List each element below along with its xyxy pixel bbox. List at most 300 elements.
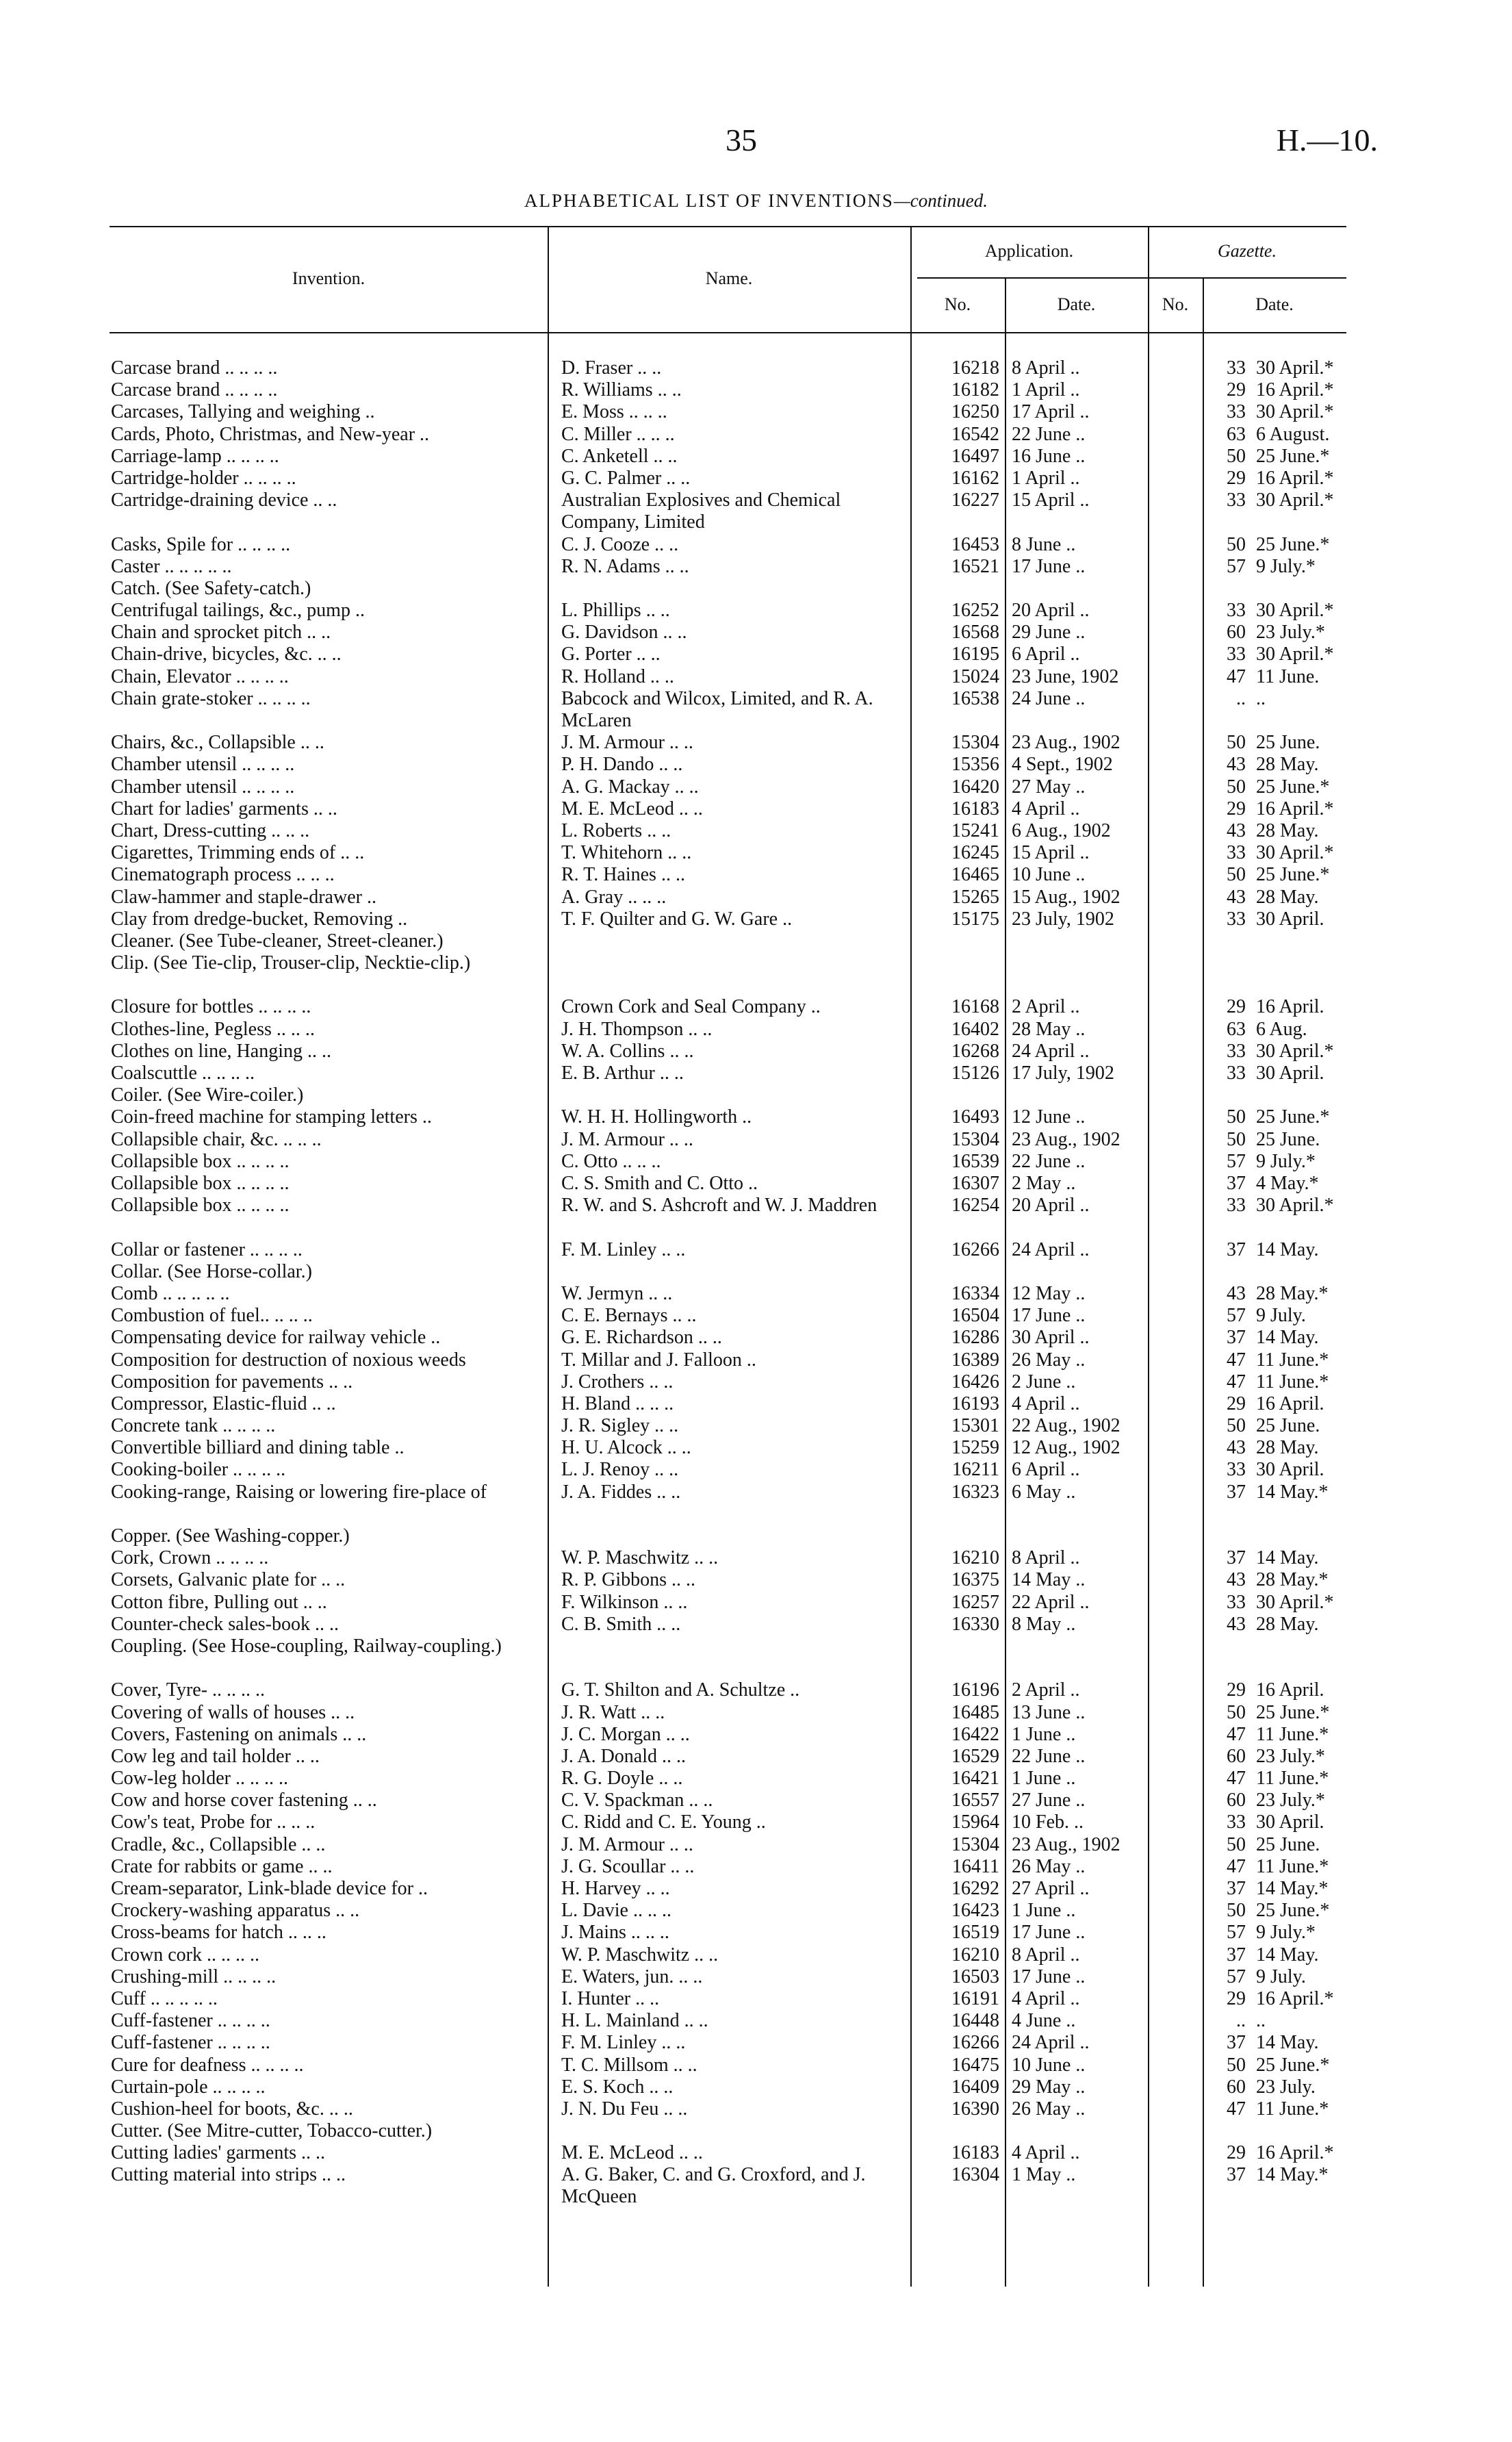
application-number-cell: 16475 [951,2054,999,2076]
application-date-cell: 22 June .. [1012,1745,1086,1767]
application-number-cell: 16402 [951,1018,999,1040]
gazette-date-cell: 30 April.* [1256,600,1334,622]
gazette-date-cell: .. [1256,2010,1266,2032]
title-main: ALPHABETICAL LIST OF INVENTIONS [524,190,894,211]
invention-cell: Cotton fibre, Pulling out .. .. [111,1591,327,1613]
gazette-date-cell: 28 May. [1256,819,1319,841]
table-row [110,1084,1346,1106]
name-cell: W. A. Collins .. .. [561,1040,694,1062]
gazette-number-cell: 47 [1227,1349,1246,1371]
gazette-date-cell: 23 July.* [1256,622,1325,644]
application-number-cell: 15304 [951,732,999,754]
gazette-number-cell: 50 [1227,1128,1246,1150]
name-cell: C. Miller .. .. .. [561,423,675,445]
invention-cell: Crockery-washing apparatus .. .. [111,1900,360,1922]
table-row [110,534,1346,556]
name-cell: J. R. Watt .. .. [561,1701,665,1723]
application-date-cell: 27 May .. [1012,776,1086,798]
invention-cell: Cow's teat, Probe for .. .. .. [111,1811,316,1833]
application-date-cell: 15 Aug., 1902 [1012,886,1120,908]
header-app-no: No. [944,294,971,314]
application-date-cell: 1 April .. [1012,379,1080,401]
name-cell: F. M. Linley .. .. [561,1238,686,1260]
invention-cell: Closure for bottles .. .. .. .. [111,996,311,1018]
gazette-number-cell: 37 [1227,1327,1246,1349]
application-number-cell: 16409 [951,2076,999,2098]
application-number-cell: 16411 [952,1855,999,1877]
gazette-date-cell: 11 June.* [1256,1855,1329,1877]
table-body [110,357,1346,2209]
name-cell: C. Otto .. .. .. [561,1150,661,1172]
application-number-cell: 16465 [951,864,999,886]
application-date-cell: 16 June .. [1012,445,1086,467]
application-number-cell: 16250 [951,401,999,423]
application-date-cell: 4 June .. [1012,2010,1076,2032]
gazette-date-cell: 9 July. [1256,1305,1306,1327]
application-number-cell: 15175 [951,908,999,930]
invention-cell: Cutter. (See Mitre-cutter, Tobacco-cutter.) [111,2120,433,2142]
gazette-number-cell: 33 [1227,842,1246,864]
table-row [110,2076,1346,2098]
table-row [110,1702,1346,1724]
table-row [110,2098,1346,2120]
table-row [110,908,1346,930]
application-date-cell: 12 May .. [1012,1282,1086,1304]
invention-cell: Carcases, Tallying and weighing .. [111,401,375,423]
name-cell: R. Williams .. .. [561,379,682,401]
table-row [110,468,1346,489]
name-cell: L. Phillips .. .. [561,600,670,622]
table-row [110,489,1346,533]
name-cell: M. E. McLeod .. .. [561,798,703,819]
application-number-cell: 16521 [951,555,999,577]
application-date-cell: 13 June .. [1012,1701,1086,1723]
name-cell: J. R. Sigley .. .. [561,1415,679,1437]
table-row [110,1019,1346,1041]
gazette-number-cell: 57 [1227,555,1246,577]
gazette-number-cell: 37 [1227,2164,1246,2186]
table-row [110,2120,1346,2142]
application-number-cell: 16493 [951,1106,999,1128]
application-date-cell: 8 April .. [1012,1547,1080,1569]
application-number-cell: 16390 [951,2098,999,2120]
gazette-date-cell: 25 June.* [1256,864,1330,886]
application-date-cell: 4 April .. [1012,798,1080,819]
gazette-date-cell: 25 June.* [1256,533,1330,555]
invention-cell: Clothes on line, Hanging .. .. [111,1040,331,1062]
gazette-date-cell: 23 July. [1256,2076,1316,2098]
gazette-date-cell: 11 June.* [1256,1371,1329,1392]
application-date-cell: 2 May .. [1012,1172,1076,1194]
name-cell: H. Bland .. .. .. [561,1392,674,1414]
gazette-date-cell: 28 May. [1256,886,1319,908]
gazette-number-cell: 33 [1227,401,1246,423]
gazette-number-cell: 43 [1227,754,1246,776]
application-date-cell: 22 June .. [1012,423,1086,445]
invention-cell: Carriage-lamp .. .. .. .. [111,445,279,467]
gazette-number-cell: 37 [1227,2032,1246,2054]
application-date-cell: 22 June .. [1012,1150,1086,1172]
name-cell: J. M. Armour .. .. [561,732,693,754]
title-continued: —continued. [893,190,988,211]
invention-cell: Catch. (See Safety-catch.) [111,577,311,599]
name-cell: E. Moss .. .. .. [561,401,667,423]
gazette-date-cell: 16 April.* [1256,467,1334,489]
invention-cell: Coalscuttle .. .. .. .. [111,1063,255,1084]
table-row [110,2032,1346,2054]
application-date-cell: 26 May .. [1012,1349,1086,1371]
name-cell: R. W. and S. Ashcroft and W. J. Maddren [561,1195,877,1217]
application-date-cell: 4 April .. [1012,1987,1080,2009]
gazette-number-cell: 50 [1227,1106,1246,1128]
gazette-date-cell: 30 April. [1256,1811,1324,1833]
application-number-cell: 15964 [951,1811,999,1833]
application-subhead-rule [917,277,1346,279]
name-cell: E. S. Koch .. .. [561,2076,674,2098]
application-number-cell: 16542 [951,423,999,445]
application-number-cell: 16538 [951,687,999,709]
invention-cell: Coupling. (See Hose-coupling, Railway-coupling.) [111,1635,502,1657]
gazette-number-cell: 29 [1227,996,1246,1018]
application-date-cell: 22 April .. [1012,1591,1090,1613]
header-app-date: Date. [1057,294,1096,314]
application-number-cell: 16266 [951,2032,999,2054]
invention-cell: Collapsible box .. .. .. .. [111,1150,290,1172]
name-cell: R. G. Doyle .. .. [561,1768,683,1790]
gazette-date-cell: .. [1256,687,1266,709]
invention-cell: Casks, Spile for .. .. .. .. [111,533,291,555]
invention-cell: Compensating device for railway vehicle .. [111,1327,441,1349]
gazette-date-cell: 6 August. [1256,423,1330,445]
name-cell: A. G. Mackay .. .. [561,776,699,798]
name-cell: L. J. Renoy .. .. [561,1459,679,1481]
name-cell: C. E. Bernays .. .. [561,1305,697,1327]
name-cell: D. Fraser .. .. [561,357,662,379]
invention-cell: Cow-leg holder .. .. .. .. [111,1768,288,1790]
gazette-date-cell: 9 July. [1256,1966,1306,1987]
gazette-date-cell: 16 April. [1256,1679,1324,1701]
header-gaz-no: No. [1162,294,1189,314]
gazette-date-cell: 4 May.* [1256,1172,1319,1194]
invention-cell: Clothes-line, Pegless .. .. .. [111,1018,315,1040]
gazette-date-cell: 14 May.* [1256,1878,1329,1900]
application-date-cell: 8 May .. [1012,1613,1076,1635]
table-row [110,930,1346,952]
invention-cell: Chart for ladies' garments .. .. [111,798,337,819]
name-cell: G. T. Shilton and A. Schultze .. [561,1679,800,1701]
name-cell: J. M. Armour .. .. [561,1833,693,1855]
gazette-number-cell: 60 [1227,2076,1246,2098]
invention-cell: Collar. (See Horse-collar.) [111,1260,312,1282]
application-date-cell: 17 June .. [1012,1305,1086,1327]
name-cell: G. Davidson .. .. [561,622,687,644]
table-row [110,1592,1346,1614]
table-row [110,952,1346,996]
table-row [110,1173,1346,1195]
name-cell: C. B. Smith .. .. [561,1613,681,1635]
gazette-date-cell: 28 May. [1256,1437,1319,1459]
name-cell: J. H. Thompson .. .. [561,1018,713,1040]
invention-cell: Caster .. .. .. .. .. [111,555,232,577]
name-cell: J. C. Morgan .. .. [561,1723,690,1745]
invention-cell: Cuff-fastener .. .. .. .. [111,2010,270,2032]
gazette-date-cell: 25 June.* [1256,1900,1330,1922]
application-date-cell: 17 June .. [1012,555,1086,577]
gazette-number-cell: 50 [1227,2054,1246,2076]
name-cell: J. N. Du Feu .. .. [561,2098,688,2120]
gazette-number-cell: 33 [1227,1811,1246,1833]
application-date-cell: 10 June .. [1012,2054,1086,2076]
invention-cell: Carcase brand .. .. .. .. [111,379,278,401]
table-row [110,887,1346,908]
table-row [110,1415,1346,1437]
table-row [110,1834,1346,1856]
application-number-cell: 16168 [951,996,999,1018]
application-date-cell: 1 June .. [1012,1768,1076,1790]
invention-cell: Cushion-heel for boots, &c. .. .. [111,2098,353,2120]
application-number-cell: 16529 [951,1745,999,1767]
gazette-number-cell: 29 [1227,379,1246,401]
application-number-cell: 16210 [951,1547,999,1569]
invention-cell: Coin-freed machine for stamping letters .. [111,1106,432,1128]
gazette-date-cell: 30 April. [1256,1063,1324,1084]
gazette-number-cell: 43 [1227,886,1246,908]
table-row [110,1437,1346,1459]
gazette-date-cell: 16 April.* [1256,2142,1334,2164]
application-number-cell: 15259 [951,1437,999,1459]
table-row [110,1944,1346,1966]
invention-cell: Convertible billiard and dining table .. [111,1437,405,1459]
invention-cell: Collapsible box .. .. .. .. [111,1195,290,1217]
gazette-date-cell: 25 June.* [1256,1701,1330,1723]
gazette-date-cell: 25 June. [1256,1128,1320,1150]
gazette-date-cell: 9 July.* [1256,1922,1316,1944]
name-cell: E. B. Arthur .. .. [561,1063,684,1084]
invention-cell: Compressor, Elastic-fluid .. .. [111,1392,336,1414]
invention-cell: Crown cork .. .. .. .. [111,1944,259,1966]
table-row [110,1614,1346,1636]
table-row [110,446,1346,468]
table-row [110,622,1346,644]
name-cell: Australian Explosives and Chemical Company, Limited [561,489,841,533]
name-cell: E. Waters, jun. .. .. [561,1966,703,1987]
name-cell: H. Harvey .. .. [561,1878,670,1900]
gazette-date-cell: 11 June.* [1256,1723,1329,1745]
gazette-date-cell: 25 June. [1256,1833,1320,1855]
application-date-cell: 1 June .. [1012,1723,1076,1745]
gazette-date-cell: 28 May.* [1256,1282,1329,1304]
name-cell: A. Gray .. .. .. [561,886,667,908]
application-date-cell: 17 April .. [1012,401,1090,423]
invention-cell: Cross-beams for hatch .. .. .. [111,1922,326,1944]
application-number-cell: 16245 [951,842,999,864]
invention-cell: Covering of walls of houses .. .. [111,1701,355,1723]
gazette-number-cell: 33 [1227,357,1246,379]
gazette-date-cell: 14 May. [1256,2032,1319,2054]
table-row [110,1151,1346,1173]
gazette-number-cell: 50 [1227,1415,1246,1437]
table-row [110,1900,1346,1922]
table-row [110,666,1346,688]
application-number-cell: 16448 [951,2010,999,2032]
table-row [110,798,1346,820]
application-date-cell: 4 April .. [1012,1392,1080,1414]
table-row [110,820,1346,842]
table-row [110,1636,1346,1679]
table-row [110,1922,1346,1944]
application-number-cell: 15024 [951,665,999,687]
name-cell: F. Wilkinson .. .. [561,1591,688,1613]
invention-cell: Collar or fastener .. .. .. .. [111,1238,303,1260]
gazette-number-cell: 37 [1227,1547,1246,1569]
application-number-cell: 16423 [951,1900,999,1922]
application-number-cell: 16304 [951,2164,999,2186]
gazette-number-cell: 33 [1227,1063,1246,1084]
application-number-cell: 16485 [951,1701,999,1723]
name-cell: A. G. Baker, C. and G. Croxford, and J. McQueen [561,2164,866,2208]
application-number-cell: 16307 [951,1172,999,1194]
invention-cell: Counter-check sales-book .. .. [111,1613,339,1635]
application-date-cell: 10 June .. [1012,864,1086,886]
gazette-number-cell: 43 [1227,1569,1246,1591]
gazette-date-cell: 28 May. [1256,754,1319,776]
application-date-cell: 27 April .. [1012,1878,1090,1900]
application-number-cell: 16195 [951,644,999,665]
table-row [110,2164,1346,2208]
application-number-cell: 16193 [951,1392,999,1414]
gazette-number-cell: 50 [1227,864,1246,886]
invention-cell: Cradle, &c., Collapsible .. .. [111,1833,326,1855]
application-date-cell: 23 Aug., 1902 [1012,732,1120,754]
table-row [110,1349,1346,1371]
header-invention: Invention. [292,268,366,288]
name-cell: C. Ridd and C. E. Young .. [561,1811,766,1833]
application-date-cell: 6 April .. [1012,1459,1080,1481]
invention-cell: Combustion of fuel.. .. .. .. [111,1305,313,1327]
table-row [110,1327,1346,1349]
table-row [110,1724,1346,1746]
gazette-number-cell: 50 [1227,1701,1246,1723]
application-date-cell: 23 June, 1902 [1012,665,1119,687]
invention-cell: Cleaner. (See Tube-cleaner, Street-cleaner.) [111,930,444,952]
name-cell: Babcock and Wilcox, Limited, and R. A. McLaren [561,687,873,731]
header-gazette: Gazette. [1218,241,1277,261]
application-number-cell: 16453 [951,533,999,555]
application-number-cell: 16182 [951,379,999,401]
application-date-cell: 17 July, 1902 [1012,1063,1114,1084]
gazette-number-cell: 29 [1227,798,1246,819]
invention-cell: Cutting ladies' garments .. .. [111,2142,326,2164]
header-bottom-rule [110,332,1346,333]
gazette-number-cell: 37 [1227,1944,1246,1966]
gazette-date-cell: 16 April. [1256,996,1324,1018]
application-number-cell: 16286 [951,1327,999,1349]
page-reference: H.—10. [1276,123,1378,157]
gazette-number-cell: 33 [1227,1040,1246,1062]
application-date-cell: 23 July, 1902 [1012,908,1114,930]
application-date-cell: 24 April .. [1012,1238,1090,1260]
invention-cell: Cuff-fastener .. .. .. .. [111,2032,270,2054]
invention-cell: Chart, Dress-cutting .. .. .. [111,819,310,841]
table-row [110,754,1346,776]
gazette-date-cell: 6 Aug. [1256,1018,1307,1040]
gazette-number-cell: 33 [1227,908,1246,930]
gazette-number-cell: 47 [1227,1371,1246,1392]
application-date-cell: 24 April .. [1012,2032,1090,2054]
application-number-cell: 16252 [951,600,999,622]
name-cell: P. H. Dando .. .. [561,754,683,776]
gazette-date-cell: 16 April.* [1256,379,1334,401]
gazette-date-cell: 30 April.* [1256,357,1334,379]
invention-cell: Chain-drive, bicycles, &c. .. .. [111,644,342,665]
name-cell: J. M. Armour .. .. [561,1128,693,1150]
application-date-cell: 1 June .. [1012,1900,1076,1922]
gazette-date-cell: 14 May.* [1256,2164,1329,2186]
invention-cell: Cow leg and tail holder .. .. [111,1745,320,1767]
table-row [110,1283,1346,1305]
name-cell: G. Porter .. .. [561,644,661,665]
table-row [110,2142,1346,2164]
gazette-number-cell: 37 [1227,1481,1246,1503]
gazette-number-cell: 57 [1227,1305,1246,1327]
application-number-cell: 16191 [951,1987,999,2009]
table-row [110,644,1346,665]
gazette-number-cell: 33 [1227,600,1246,622]
gazette-date-cell: 14 May. [1256,1238,1319,1260]
invention-cell: Crate for rabbits or game .. .. [111,1855,333,1877]
table-row [110,1988,1346,2010]
application-date-cell: 6 April .. [1012,644,1080,665]
application-number-cell: 16334 [951,1282,999,1304]
table-row [110,1525,1346,1547]
gazette-date-cell: 11 June.* [1256,1349,1329,1371]
application-date-cell: 29 June .. [1012,622,1086,644]
name-cell: G. E. Richardson .. .. [561,1327,722,1349]
gazette-date-cell: 30 April.* [1256,644,1334,665]
gazette-date-cell: 25 June.* [1256,776,1330,798]
gazette-date-cell: 25 June. [1256,1415,1320,1437]
table-row [110,1371,1346,1393]
invention-cell: Coiler. (See Wire-coiler.) [111,1084,304,1106]
application-number-cell: 16426 [951,1371,999,1392]
application-date-cell: 27 June .. [1012,1790,1086,1811]
table-row [110,688,1346,732]
application-number-cell: 16504 [951,1305,999,1327]
application-date-cell: 20 April .. [1012,1195,1090,1217]
gazette-date-cell: 25 June.* [1256,2054,1330,2076]
header-gaz-date: Date. [1255,294,1294,314]
gazette-number-cell: 60 [1227,622,1246,644]
application-date-cell: 20 April .. [1012,600,1090,622]
table-row [110,1547,1346,1569]
gazette-date-cell: 30 April.* [1256,842,1334,864]
table-row [110,1569,1346,1591]
gazette-date-cell: 30 April.* [1256,1195,1334,1217]
gazette-number-cell: 50 [1227,776,1246,798]
gazette-number-cell: 47 [1227,1768,1246,1790]
name-cell: C. Anketell .. .. [561,445,678,467]
application-number-cell: 15265 [951,886,999,908]
table-row [110,1195,1346,1238]
gazette-date-cell: 30 April.* [1256,1040,1334,1062]
inventions-table [110,226,1346,2287]
gazette-date-cell: 25 June.* [1256,1106,1330,1128]
gazette-number-cell: 57 [1227,1150,1246,1172]
application-number-cell: 16227 [951,489,999,511]
application-date-cell: 2 June .. [1012,1371,1076,1392]
gazette-number-cell: 60 [1227,1790,1246,1811]
invention-cell: Clay from dredge-bucket, Removing .. [111,908,408,930]
